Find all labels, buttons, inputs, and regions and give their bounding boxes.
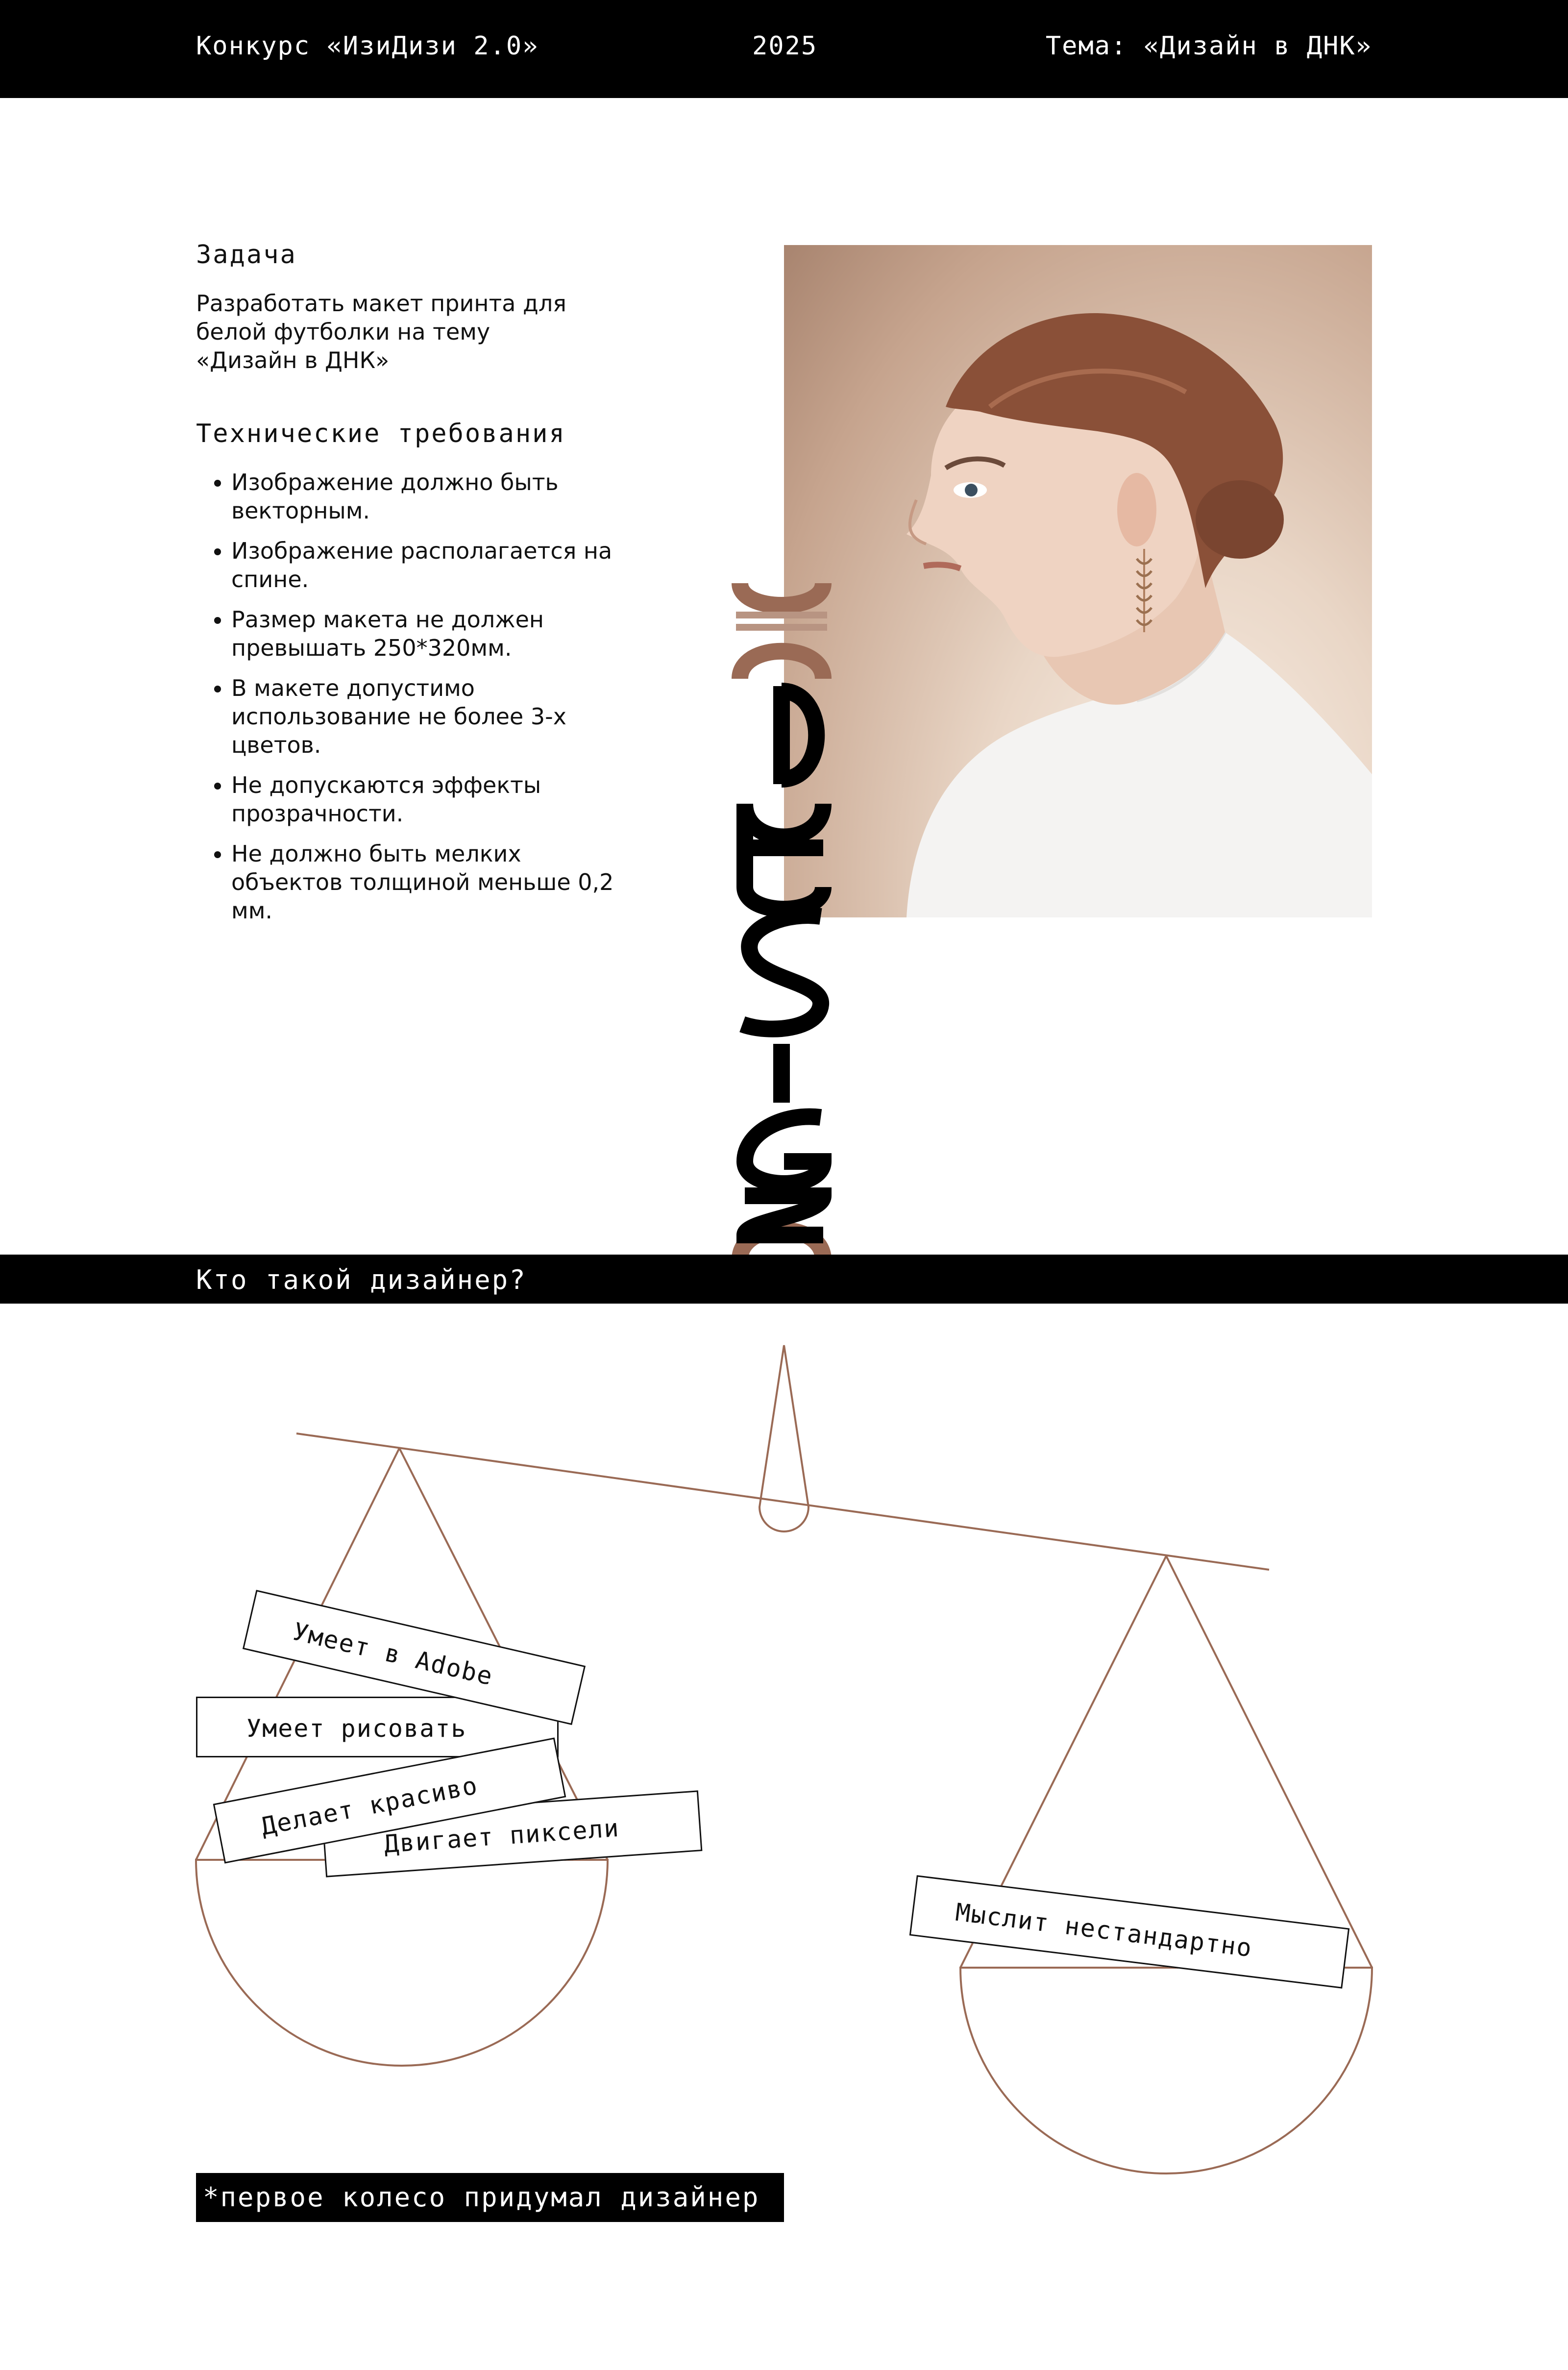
card-can-draw: Умеет рисовать <box>196 1697 559 1757</box>
requirement-item: • Изображение располагается на спине. <box>231 537 633 593</box>
requirement-item: • Изображение должно быть векторным. <box>231 468 633 525</box>
dna-helix-loop-top <box>740 583 823 605</box>
task-description: Разработать макет принта для белой футболки на тему «Дизайн в ДНК» <box>196 290 566 373</box>
right-pan-string <box>1166 1556 1372 1968</box>
contest-title: Конкурс «ИзиДизи 2.0» <box>196 31 539 61</box>
card-moves-pixels: Двигает пиксели <box>322 1790 703 1877</box>
contest-theme: Тема: «Дизайн в ДНК» <box>1045 31 1372 61</box>
requirements-list <box>196 468 633 937</box>
section-title: Кто такой дизайнер? <box>196 1264 527 1295</box>
requirement-item: • В макете допустимо использование не более 3-х цветов. <box>231 674 633 759</box>
dna-design-lettering <box>730 573 833 1259</box>
model-photo <box>784 245 1372 917</box>
contest-year: 2025 <box>752 31 818 61</box>
header-bar <box>0 0 1568 98</box>
model-portrait-illustration <box>784 245 1372 917</box>
task-heading: Задача <box>196 240 297 270</box>
scale-beam <box>296 1433 1269 1570</box>
requirements-heading: Технические требования <box>196 419 566 448</box>
section-bar <box>0 1255 1568 1304</box>
right-pan-bowl <box>960 1968 1372 2173</box>
card-thinks-outside-box: Мыслит нестандартно <box>909 1875 1349 1989</box>
card-knows-adobe: Умеет в Adobe <box>243 1590 586 1725</box>
requirement-item: • Не допускаются эффекты прозрачности. <box>231 771 633 828</box>
left-pan-bowl <box>196 1860 608 2066</box>
card-makes-beautiful: Делает красиво <box>213 1737 566 1863</box>
requirement-item: • Не должно быть мелких объектов толщиной меньше 0,2 мм. <box>231 839 633 925</box>
requirement-item: • Размер макета не должен превышать 250*320мм. <box>231 605 633 662</box>
dna-helix-loop-top-2 <box>740 651 823 679</box>
footnote: *первое колесо придумал дизайнер <box>196 2173 784 2222</box>
